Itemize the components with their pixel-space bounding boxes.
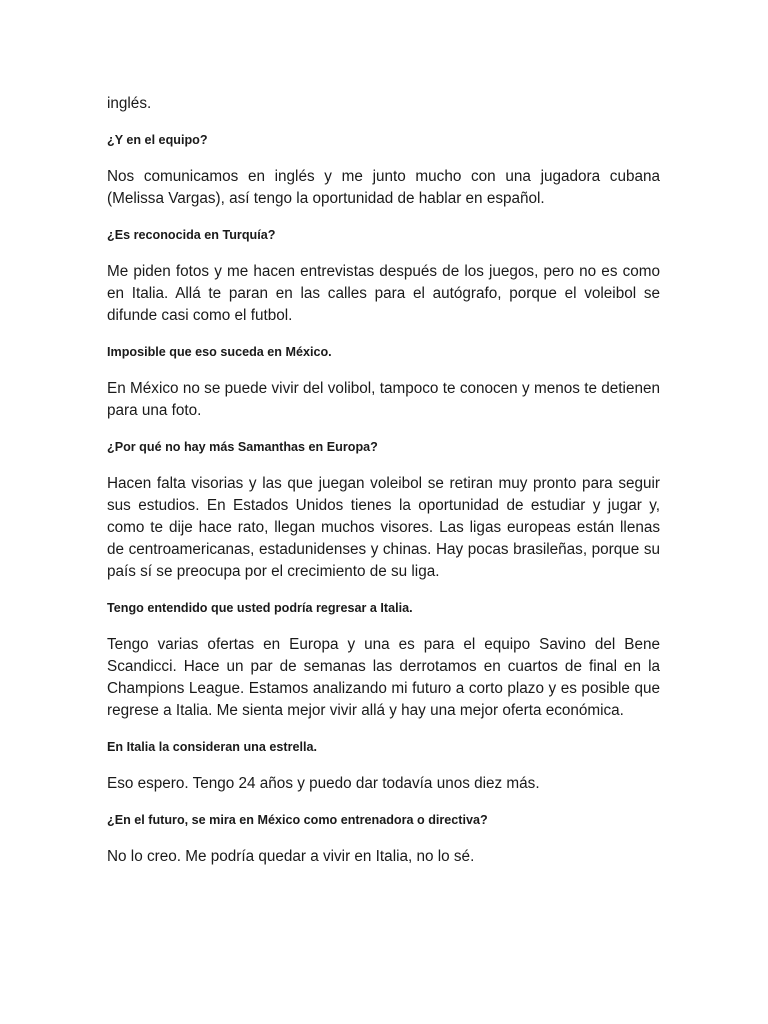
question-heading: ¿Es reconocida en Turquía? xyxy=(107,228,276,242)
question-heading: En Italia la consideran una estrella. xyxy=(107,740,317,754)
answer-paragraph: inglés. xyxy=(107,95,152,112)
question-heading: ¿Por qué no hay más Samanthas en Europa? xyxy=(107,440,378,454)
answer-paragraph: Me piden fotos y me hacen entrevistas después de los juegos, pero no es como en Italia. Allá te paran en las calles para el autógrafo, porque el voleibol se difunde casi como el futbol. xyxy=(107,263,660,324)
answer-paragraph: Eso espero. Tengo 24 años y puedo dar todavía unos diez más. xyxy=(107,775,540,792)
answer-paragraph: Nos comunicamos en inglés y me junto mucho con una jugadora cubana (Melissa Vargas), así tengo la oportunidad de hablar en español. xyxy=(107,168,660,207)
answer-paragraph: No lo creo. Me podría quedar a vivir en Italia, no lo sé. xyxy=(107,848,475,865)
question-heading: ¿Y en el equipo? xyxy=(107,133,208,147)
answer-paragraph: En México no se puede vivir del volibol, tampoco te conocen y menos te detienen para una foto. xyxy=(107,380,660,419)
question-heading: Tengo entendido que usted podría regresar a Italia. xyxy=(107,601,413,615)
answer-paragraph: Hacen falta visorias y las que juegan voleibol se retiran muy pronto para seguir sus estudios. En Estados Unidos tienes la oportunidad de estudiar y jugar y, como te dije hace rato, llegan muchos visores. Las ligas europeas están llenas de centroamericanas, estadunidenses y chinas. Hay pocas brasileñas, porque su país sí se preocupa por el crecimiento de su liga. xyxy=(107,475,660,580)
answer-paragraph: Tengo varias ofertas en Europa y una es para el equipo Savino del Bene Scandicci. Hace un par de semanas las derrotamos en cuartos de final en la Champions League. Estamos analizando mi futuro a corto plazo y es posible que regrese a Italia. Me sienta mejor vivir allá y hay una mejor oferta económica. xyxy=(107,636,660,719)
question-heading: ¿En el futuro, se mira en México como entrenadora o directiva? xyxy=(107,813,488,827)
question-heading: Imposible que eso suceda en México. xyxy=(107,345,332,359)
